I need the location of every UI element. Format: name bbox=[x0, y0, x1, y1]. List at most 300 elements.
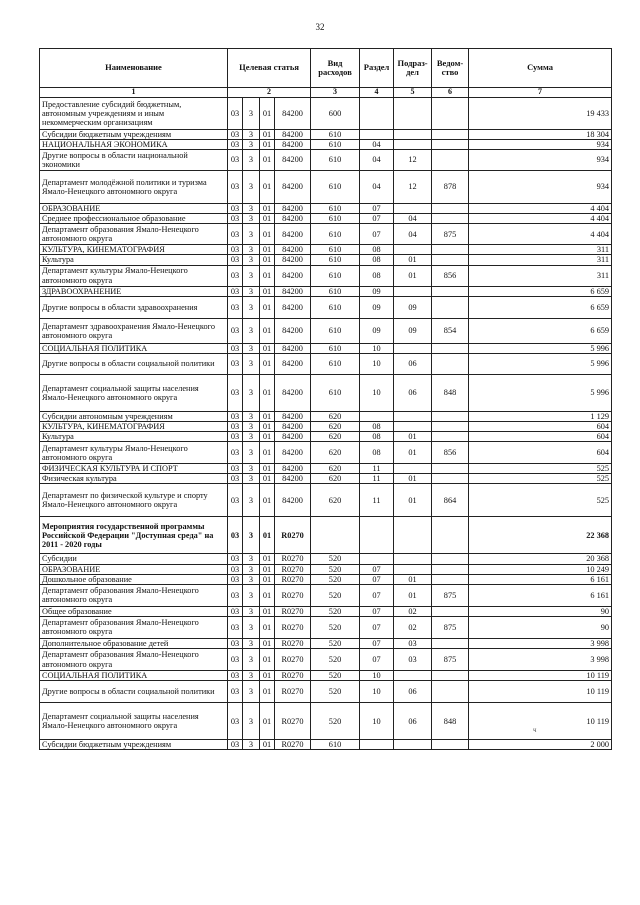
podrazdel-cell: 01 bbox=[394, 584, 432, 606]
table-row bbox=[40, 411, 612, 421]
row-name: Субсидии бюджетным учреждениям bbox=[40, 129, 228, 139]
target-code-3: 01 bbox=[260, 442, 275, 464]
razdel-cell bbox=[360, 740, 394, 750]
podrazdel-cell bbox=[394, 204, 432, 214]
target-code-3: 01 bbox=[260, 318, 275, 343]
podrazdel-cell: 06 bbox=[394, 374, 432, 411]
razdel-cell: 10 bbox=[360, 374, 394, 411]
summa-cell: 934 bbox=[469, 171, 612, 204]
podrazdel-cell: 03 bbox=[394, 649, 432, 671]
row-name: Среднее профессиональное образование bbox=[40, 214, 228, 224]
target-code-3: 01 bbox=[260, 286, 275, 296]
summa-cell: 311 bbox=[469, 245, 612, 255]
target-code-4: R0270 bbox=[275, 681, 311, 703]
target-code-2: 3 bbox=[243, 224, 260, 245]
vid-cell: 520 bbox=[311, 574, 360, 584]
target-code-3: 01 bbox=[260, 638, 275, 648]
podrazdel-cell bbox=[394, 671, 432, 681]
target-code-3: 01 bbox=[260, 574, 275, 584]
target-code-4: 84200 bbox=[275, 432, 311, 442]
table-row bbox=[40, 484, 612, 517]
target-code-1: 03 bbox=[228, 432, 243, 442]
summa-cell: 5 996 bbox=[469, 374, 612, 411]
target-code-4: 84200 bbox=[275, 286, 311, 296]
podrazdel-cell bbox=[394, 564, 432, 574]
target-code-3: 01 bbox=[260, 204, 275, 214]
target-code-1: 03 bbox=[228, 564, 243, 574]
row-name: Департамент социальной защиты населения Ямало-Ненецкого автономного округа bbox=[40, 374, 228, 411]
target-code-1: 03 bbox=[228, 649, 243, 671]
target-code-4: 84200 bbox=[275, 255, 311, 265]
target-code-1: 03 bbox=[228, 671, 243, 681]
summa-cell: 10 119 bbox=[469, 703, 612, 740]
target-code-1: 03 bbox=[228, 353, 243, 374]
table-row bbox=[40, 464, 612, 474]
target-code-1: 03 bbox=[228, 265, 243, 286]
target-code-2: 3 bbox=[243, 245, 260, 255]
column-index: 2 bbox=[228, 88, 311, 98]
row-name: Департамент социальной защиты населения Ямало-Ненецкого автономного округа bbox=[40, 703, 228, 740]
target-code-4: R0270 bbox=[275, 574, 311, 584]
target-code-3: 01 bbox=[260, 649, 275, 671]
target-code-2: 3 bbox=[243, 554, 260, 564]
vedomstvo-cell bbox=[432, 464, 469, 474]
table-row bbox=[40, 703, 612, 740]
vid-cell: 610 bbox=[311, 343, 360, 353]
target-code-4: 84200 bbox=[275, 421, 311, 431]
summa-cell: 3 998 bbox=[469, 638, 612, 648]
target-code-3: 01 bbox=[260, 97, 275, 129]
target-code-2: 3 bbox=[243, 432, 260, 442]
table-row bbox=[40, 649, 612, 671]
vid-cell: 520 bbox=[311, 671, 360, 681]
column-index: 4 bbox=[360, 88, 394, 98]
header-razdel: Раздел bbox=[360, 49, 394, 88]
target-code-3: 01 bbox=[260, 343, 275, 353]
target-code-1: 03 bbox=[228, 474, 243, 484]
target-code-4: 84200 bbox=[275, 353, 311, 374]
target-code-1: 03 bbox=[228, 150, 243, 171]
row-name: Департамент образования Ямало-Ненецкого автономного округа bbox=[40, 649, 228, 671]
column-index: 5 bbox=[394, 88, 432, 98]
target-code-1: 03 bbox=[228, 740, 243, 750]
vedomstvo-cell bbox=[432, 554, 469, 564]
target-code-3: 01 bbox=[260, 584, 275, 606]
vedomstvo-cell: 856 bbox=[432, 442, 469, 464]
vedomstvo-cell bbox=[432, 432, 469, 442]
target-code-4: R0270 bbox=[275, 703, 311, 740]
target-code-1: 03 bbox=[228, 286, 243, 296]
podrazdel-cell: 02 bbox=[394, 616, 432, 638]
target-code-1: 03 bbox=[228, 681, 243, 703]
table-row bbox=[40, 245, 612, 255]
podrazdel-cell: 06 bbox=[394, 353, 432, 374]
vedomstvo-cell bbox=[432, 681, 469, 703]
table-row bbox=[40, 265, 612, 286]
vedomstvo-cell bbox=[432, 255, 469, 265]
target-code-4: 84200 bbox=[275, 97, 311, 129]
podrazdel-cell: 06 bbox=[394, 703, 432, 740]
target-code-3: 01 bbox=[260, 616, 275, 638]
target-code-1: 03 bbox=[228, 442, 243, 464]
table-row bbox=[40, 286, 612, 296]
vedomstvo-cell bbox=[432, 139, 469, 149]
row-name: НАЦИОНАЛЬНАЯ ЭКОНОМИКА bbox=[40, 139, 228, 149]
vid-cell: 620 bbox=[311, 411, 360, 421]
razdel-cell: 11 bbox=[360, 484, 394, 517]
summa-cell: 604 bbox=[469, 421, 612, 431]
podrazdel-cell bbox=[394, 464, 432, 474]
vedomstvo-cell bbox=[432, 574, 469, 584]
vid-cell: 610 bbox=[311, 255, 360, 265]
target-code-4: 84200 bbox=[275, 150, 311, 171]
razdel-cell: 07 bbox=[360, 616, 394, 638]
row-name: Физическая культура bbox=[40, 474, 228, 484]
target-code-3: 01 bbox=[260, 139, 275, 149]
vid-cell: 520 bbox=[311, 584, 360, 606]
target-code-2: 3 bbox=[243, 318, 260, 343]
column-index: 7 bbox=[469, 88, 612, 98]
table-row bbox=[40, 606, 612, 616]
target-code-4: R0270 bbox=[275, 671, 311, 681]
razdel-cell: 11 bbox=[360, 474, 394, 484]
target-code-2: 3 bbox=[243, 411, 260, 421]
vedomstvo-cell bbox=[432, 638, 469, 648]
table-row bbox=[40, 432, 612, 442]
vedomstvo-cell: 875 bbox=[432, 224, 469, 245]
row-name: Другие вопросы в области здравоохранения bbox=[40, 296, 228, 318]
vedomstvo-cell bbox=[432, 353, 469, 374]
target-code-2: 3 bbox=[243, 606, 260, 616]
table-row bbox=[40, 671, 612, 681]
razdel-cell: 07 bbox=[360, 204, 394, 214]
target-code-4: R0270 bbox=[275, 606, 311, 616]
table-row bbox=[40, 150, 612, 171]
row-name: Департамент по физической культуре и спорту Ямало-Ненецкого автономного округа bbox=[40, 484, 228, 517]
row-name: Департамент здравоохранения Ямало-Ненецкого автономного округа bbox=[40, 318, 228, 343]
summa-cell: 311 bbox=[469, 265, 612, 286]
podrazdel-cell bbox=[394, 97, 432, 129]
row-name: Департамент культуры Ямало-Ненецкого автономного округа bbox=[40, 442, 228, 464]
target-code-4: 84200 bbox=[275, 374, 311, 411]
razdel-cell: 07 bbox=[360, 574, 394, 584]
target-code-2: 3 bbox=[243, 616, 260, 638]
summa-cell: 934 bbox=[469, 139, 612, 149]
vedomstvo-cell bbox=[432, 343, 469, 353]
vedomstvo-cell bbox=[432, 517, 469, 554]
target-code-3: 01 bbox=[260, 606, 275, 616]
vedomstvo-cell: 848 bbox=[432, 374, 469, 411]
table-body bbox=[40, 97, 612, 750]
razdel-cell: 07 bbox=[360, 564, 394, 574]
target-code-4: R0270 bbox=[275, 649, 311, 671]
podrazdel-cell: 09 bbox=[394, 318, 432, 343]
vid-cell: 520 bbox=[311, 554, 360, 564]
razdel-cell: 10 bbox=[360, 703, 394, 740]
row-name: СОЦИАЛЬНАЯ ПОЛИТИКА bbox=[40, 671, 228, 681]
target-code-3: 01 bbox=[260, 740, 275, 750]
row-name: Дошкольное образование bbox=[40, 574, 228, 584]
row-name: СОЦИАЛЬНАЯ ПОЛИТИКА bbox=[40, 343, 228, 353]
vid-cell: 620 bbox=[311, 464, 360, 474]
target-code-4: R0270 bbox=[275, 616, 311, 638]
target-code-4: R0270 bbox=[275, 638, 311, 648]
vedomstvo-cell: 878 bbox=[432, 171, 469, 204]
summa-cell: 2 000 bbox=[469, 740, 612, 750]
target-code-3: 01 bbox=[260, 265, 275, 286]
column-index: 1 bbox=[40, 88, 228, 98]
vid-cell: 520 bbox=[311, 638, 360, 648]
vid-cell: 600 bbox=[311, 97, 360, 129]
target-code-2: 3 bbox=[243, 255, 260, 265]
vedomstvo-cell: 856 bbox=[432, 265, 469, 286]
vid-cell: 620 bbox=[311, 484, 360, 517]
razdel-cell bbox=[360, 554, 394, 564]
target-code-3: 01 bbox=[260, 296, 275, 318]
target-code-3: 01 bbox=[260, 681, 275, 703]
target-code-1: 03 bbox=[228, 224, 243, 245]
row-name: Общее образование bbox=[40, 606, 228, 616]
target-code-2: 3 bbox=[243, 517, 260, 554]
podrazdel-cell: 01 bbox=[394, 255, 432, 265]
target-code-1: 03 bbox=[228, 139, 243, 149]
vid-cell: 620 bbox=[311, 421, 360, 431]
razdel-cell: 08 bbox=[360, 255, 394, 265]
target-code-1: 03 bbox=[228, 421, 243, 431]
vid-cell: 520 bbox=[311, 616, 360, 638]
summa-cell: 20 368 bbox=[469, 554, 612, 564]
row-name: Департамент образования Ямало-Ненецкого автономного округа bbox=[40, 584, 228, 606]
podrazdel-cell: 12 bbox=[394, 171, 432, 204]
target-code-2: 3 bbox=[243, 740, 260, 750]
target-code-1: 03 bbox=[228, 296, 243, 318]
target-code-3: 01 bbox=[260, 171, 275, 204]
vedomstvo-cell bbox=[432, 411, 469, 421]
target-code-4: 84200 bbox=[275, 474, 311, 484]
vid-cell: 610 bbox=[311, 245, 360, 255]
target-code-1: 03 bbox=[228, 703, 243, 740]
table-row bbox=[40, 564, 612, 574]
vedomstvo-cell bbox=[432, 606, 469, 616]
row-name: ЗДРАВООХРАНЕНИЕ bbox=[40, 286, 228, 296]
summa-cell: 10 119 bbox=[469, 671, 612, 681]
razdel-cell: 08 bbox=[360, 421, 394, 431]
razdel-cell: 10 bbox=[360, 353, 394, 374]
vedomstvo-cell bbox=[432, 564, 469, 574]
target-code-1: 03 bbox=[228, 171, 243, 204]
table-row bbox=[40, 255, 612, 265]
target-code-2: 3 bbox=[243, 649, 260, 671]
target-code-1: 03 bbox=[228, 343, 243, 353]
vid-cell: 620 bbox=[311, 442, 360, 464]
summa-cell: 4 404 bbox=[469, 224, 612, 245]
column-index-row bbox=[40, 88, 612, 98]
target-code-4: 84200 bbox=[275, 245, 311, 255]
table-row bbox=[40, 204, 612, 214]
vedomstvo-cell bbox=[432, 421, 469, 431]
podrazdel-cell bbox=[394, 421, 432, 431]
summa-cell: 90 bbox=[469, 606, 612, 616]
razdel-cell: 10 bbox=[360, 681, 394, 703]
vedomstvo-cell bbox=[432, 245, 469, 255]
vid-cell: 610 bbox=[311, 318, 360, 343]
row-name: Культура bbox=[40, 255, 228, 265]
vedomstvo-cell bbox=[432, 740, 469, 750]
vid-cell: 620 bbox=[311, 474, 360, 484]
target-code-1: 03 bbox=[228, 484, 243, 517]
tick-mark: ч bbox=[533, 726, 537, 734]
target-code-2: 3 bbox=[243, 286, 260, 296]
vid-cell: 520 bbox=[311, 649, 360, 671]
razdel-cell: 10 bbox=[360, 343, 394, 353]
vedomstvo-cell: 875 bbox=[432, 649, 469, 671]
table-row bbox=[40, 129, 612, 139]
target-code-3: 01 bbox=[260, 554, 275, 564]
target-code-2: 3 bbox=[243, 703, 260, 740]
target-code-1: 03 bbox=[228, 318, 243, 343]
razdel-cell bbox=[360, 517, 394, 554]
podrazdel-cell: 04 bbox=[394, 224, 432, 245]
row-name: Другие вопросы в области социальной политики bbox=[40, 353, 228, 374]
target-code-2: 3 bbox=[243, 564, 260, 574]
target-code-2: 3 bbox=[243, 265, 260, 286]
target-code-3: 01 bbox=[260, 224, 275, 245]
vedomstvo-cell bbox=[432, 671, 469, 681]
target-code-4: 84200 bbox=[275, 318, 311, 343]
vedomstvo-cell: 875 bbox=[432, 584, 469, 606]
vid-cell: 610 bbox=[311, 204, 360, 214]
header-target: Целевая статья bbox=[228, 49, 311, 88]
podrazdel-cell bbox=[394, 286, 432, 296]
podrazdel-cell bbox=[394, 343, 432, 353]
target-code-3: 01 bbox=[260, 374, 275, 411]
razdel-cell bbox=[360, 129, 394, 139]
target-code-4: 84200 bbox=[275, 442, 311, 464]
target-code-4: 84200 bbox=[275, 411, 311, 421]
table-row bbox=[40, 139, 612, 149]
target-code-3: 01 bbox=[260, 255, 275, 265]
summa-cell: 4 404 bbox=[469, 204, 612, 214]
target-code-1: 03 bbox=[228, 584, 243, 606]
razdel-cell: 07 bbox=[360, 224, 394, 245]
target-code-3: 01 bbox=[260, 517, 275, 554]
target-code-2: 3 bbox=[243, 474, 260, 484]
row-name: Другие вопросы в области национальной экономики bbox=[40, 150, 228, 171]
table-row bbox=[40, 638, 612, 648]
target-code-1: 03 bbox=[228, 606, 243, 616]
razdel-cell: 09 bbox=[360, 318, 394, 343]
target-code-1: 03 bbox=[228, 129, 243, 139]
razdel-cell: 10 bbox=[360, 671, 394, 681]
summa-cell: 22 368 bbox=[469, 517, 612, 554]
target-code-4: 84200 bbox=[275, 139, 311, 149]
target-code-4: 84200 bbox=[275, 296, 311, 318]
summa-cell: 19 433 bbox=[469, 97, 612, 129]
target-code-3: 01 bbox=[260, 671, 275, 681]
target-code-2: 3 bbox=[243, 129, 260, 139]
table-row bbox=[40, 442, 612, 464]
target-code-3: 01 bbox=[260, 564, 275, 574]
summa-cell: 5 996 bbox=[469, 343, 612, 353]
vid-cell: 610 bbox=[311, 214, 360, 224]
row-name: ОБРАЗОВАНИЕ bbox=[40, 564, 228, 574]
podrazdel-cell bbox=[394, 554, 432, 564]
budget-table bbox=[39, 48, 612, 750]
row-name: Мероприятия государственной программы Российской Федерации "Доступная среда" на 2011 - 2020 годы bbox=[40, 517, 228, 554]
podrazdel-cell: 03 bbox=[394, 638, 432, 648]
table-row bbox=[40, 374, 612, 411]
vid-cell: 520 bbox=[311, 564, 360, 574]
razdel-cell: 07 bbox=[360, 638, 394, 648]
razdel-cell: 07 bbox=[360, 649, 394, 671]
summa-cell: 3 998 bbox=[469, 649, 612, 671]
target-code-1: 03 bbox=[228, 616, 243, 638]
row-name: Субсидии bbox=[40, 554, 228, 564]
podrazdel-cell: 09 bbox=[394, 296, 432, 318]
target-code-1: 03 bbox=[228, 245, 243, 255]
podrazdel-cell: 01 bbox=[394, 484, 432, 517]
vedomstvo-cell bbox=[432, 214, 469, 224]
vedomstvo-cell: 864 bbox=[432, 484, 469, 517]
summa-cell: 6 659 bbox=[469, 296, 612, 318]
vid-cell bbox=[311, 517, 360, 554]
vid-cell: 520 bbox=[311, 606, 360, 616]
summa-cell: 10 119 bbox=[469, 681, 612, 703]
vedomstvo-cell bbox=[432, 204, 469, 214]
target-code-3: 01 bbox=[260, 432, 275, 442]
target-code-4: 84200 bbox=[275, 343, 311, 353]
target-code-4: R0270 bbox=[275, 564, 311, 574]
razdel-cell: 09 bbox=[360, 286, 394, 296]
vid-cell: 620 bbox=[311, 432, 360, 442]
summa-cell: 6 161 bbox=[469, 584, 612, 606]
target-code-2: 3 bbox=[243, 638, 260, 648]
target-code-3: 01 bbox=[260, 129, 275, 139]
podrazdel-cell: 01 bbox=[394, 442, 432, 464]
table-row bbox=[40, 574, 612, 584]
target-code-1: 03 bbox=[228, 97, 243, 129]
target-code-4: 84200 bbox=[275, 464, 311, 474]
target-code-4: R0270 bbox=[275, 554, 311, 564]
target-code-3: 01 bbox=[260, 150, 275, 171]
target-code-4: R0270 bbox=[275, 584, 311, 606]
razdel-cell: 08 bbox=[360, 265, 394, 286]
table-row bbox=[40, 616, 612, 638]
target-code-2: 3 bbox=[243, 139, 260, 149]
podrazdel-cell bbox=[394, 411, 432, 421]
target-code-2: 3 bbox=[243, 374, 260, 411]
target-code-3: 01 bbox=[260, 214, 275, 224]
table-row bbox=[40, 318, 612, 343]
podrazdel-cell bbox=[394, 517, 432, 554]
vid-cell: 610 bbox=[311, 740, 360, 750]
target-code-3: 01 bbox=[260, 464, 275, 474]
vedomstvo-cell bbox=[432, 474, 469, 484]
target-code-2: 3 bbox=[243, 97, 260, 129]
header-vid: Вид расходов bbox=[311, 49, 360, 88]
table-row bbox=[40, 214, 612, 224]
row-name: КУЛЬТУРА, КИНЕМАТОГРАФИЯ bbox=[40, 245, 228, 255]
target-code-2: 3 bbox=[243, 421, 260, 431]
target-code-4: R0270 bbox=[275, 740, 311, 750]
razdel-cell: 08 bbox=[360, 432, 394, 442]
target-code-2: 3 bbox=[243, 343, 260, 353]
row-name: Департамент образования Ямало-Ненецкого автономного округа bbox=[40, 224, 228, 245]
target-code-1: 03 bbox=[228, 374, 243, 411]
summa-cell: 525 bbox=[469, 484, 612, 517]
summa-cell: 604 bbox=[469, 442, 612, 464]
row-name: ФИЗИЧЕСКАЯ КУЛЬТУРА И СПОРТ bbox=[40, 464, 228, 474]
